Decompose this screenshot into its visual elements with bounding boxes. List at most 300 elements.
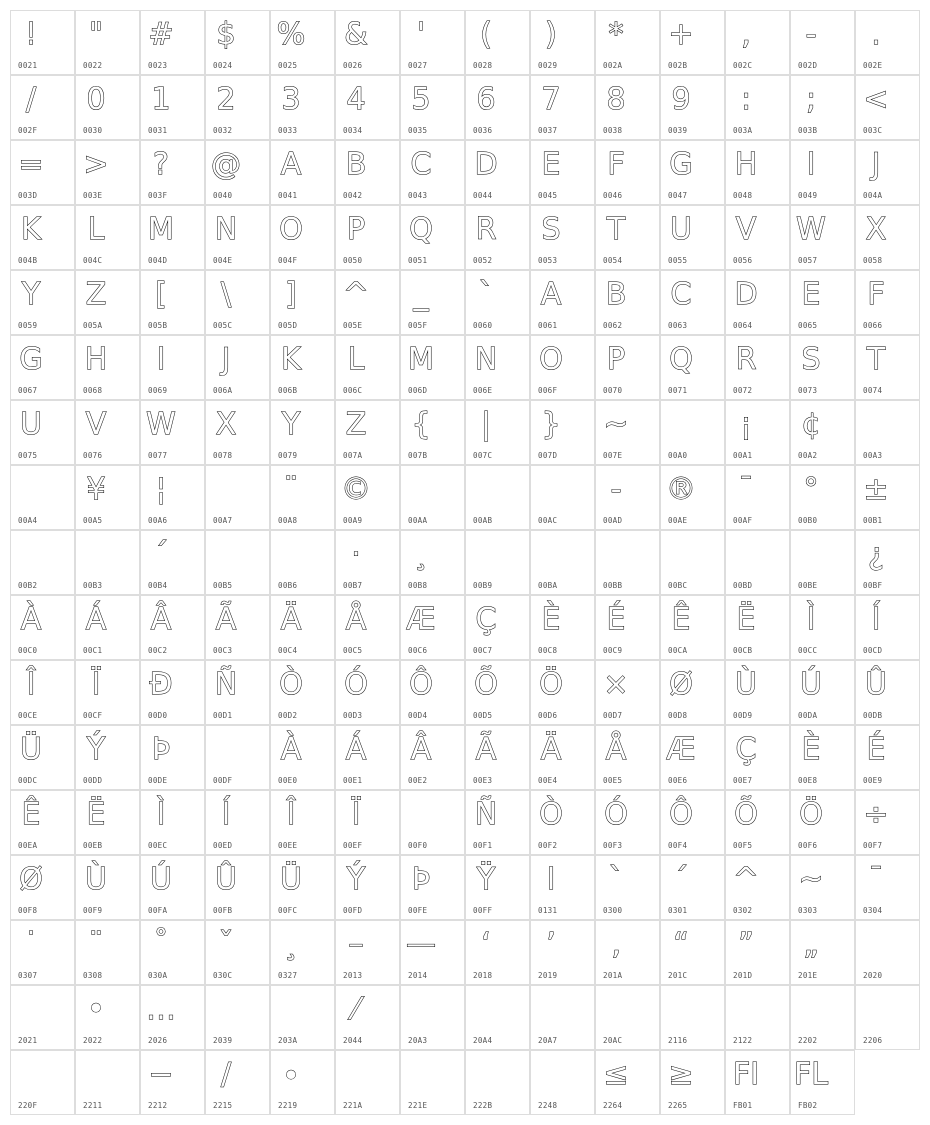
- glyph-cell: [270, 920, 335, 985]
- glyph-char: ˙: [23, 927, 39, 962]
- glyph-char: 1: [151, 82, 171, 117]
- glyph-code: 00D2: [278, 711, 298, 720]
- glyph-code: 2026: [148, 1036, 168, 1045]
- glyph-code: 0062: [603, 321, 623, 330]
- glyph-cell: [400, 725, 465, 790]
- glyph-cell: [725, 790, 790, 855]
- glyph-cell: [855, 205, 920, 270]
- glyph-code: 0053: [538, 256, 558, 265]
- glyph-cell: [790, 790, 855, 855]
- glyph-cell: [530, 530, 595, 595]
- glyph-cell: [75, 140, 140, 205]
- glyph-char: Ï: [351, 797, 361, 832]
- glyph-char: M: [148, 212, 174, 247]
- glyph-cell: [595, 465, 660, 530]
- glyph-char: Í: [871, 602, 881, 637]
- glyph-cell: [10, 270, 75, 335]
- glyph-char: B: [605, 277, 627, 312]
- glyph-code: 00A6: [148, 516, 168, 525]
- glyph-cell: [140, 790, 205, 855]
- glyph-char: N: [214, 212, 238, 247]
- glyph-cell: [790, 205, 855, 270]
- glyph-char: Ø: [19, 862, 43, 897]
- glyph-code: 00DC: [18, 776, 38, 785]
- glyph-code: 0037: [538, 126, 558, 135]
- glyph-char: Õ: [474, 667, 498, 702]
- glyph-char: -: [610, 472, 622, 507]
- glyph-code: 0021: [18, 61, 38, 70]
- glyph-code: 00E5: [603, 776, 623, 785]
- glyph-code: 002E: [863, 61, 883, 70]
- glyph-cell: [75, 75, 140, 140]
- glyph-code: 0060: [473, 321, 493, 330]
- glyph-cell: [205, 400, 270, 465]
- glyph-cell: [75, 205, 140, 270]
- glyph-cell: [855, 660, 920, 725]
- glyph-cell: [10, 400, 75, 465]
- glyph-code: 0024: [213, 61, 233, 70]
- glyph-cell: [270, 790, 335, 855]
- glyph-code: 0077: [148, 451, 168, 460]
- glyph-code: 00F6: [798, 841, 818, 850]
- glyph-cell: [270, 1050, 335, 1115]
- glyph-code: 007B: [408, 451, 428, 460]
- glyph-char: J: [221, 342, 231, 377]
- glyph-char: 6: [476, 82, 496, 117]
- glyph-char: Â: [410, 732, 432, 767]
- glyph-cell: [140, 75, 205, 140]
- glyph-code: 0036: [473, 126, 493, 135]
- glyph-cell: [205, 205, 270, 270]
- glyph-char: ¦: [155, 472, 167, 507]
- glyph-code: 00EC: [148, 841, 168, 850]
- glyph-cell: [270, 530, 335, 595]
- glyph-code: 00B4: [148, 581, 168, 590]
- glyph-char: ·: [351, 537, 361, 572]
- glyph-char: Ê: [21, 797, 41, 832]
- glyph-code: 00FF: [473, 906, 493, 915]
- glyph-code: 2039: [213, 1036, 233, 1045]
- glyph-cell: [465, 725, 530, 790]
- glyph-code: 0308: [83, 971, 103, 980]
- glyph-cell: [75, 985, 140, 1050]
- glyph-cell: [530, 660, 595, 725]
- glyph-char: `: [608, 862, 624, 897]
- glyph-code: 00DE: [148, 776, 168, 785]
- glyph-char: 9: [671, 82, 691, 117]
- glyph-cell: [595, 335, 660, 400]
- glyph-cell: [205, 725, 270, 790]
- glyph-code: 002C: [733, 61, 753, 70]
- glyph-cell: [855, 920, 920, 985]
- glyph-char: Y: [281, 407, 301, 442]
- glyph-cell: [400, 920, 465, 985]
- glyph-code: 00F5: [733, 841, 753, 850]
- glyph-code: 003B: [798, 126, 818, 135]
- glyph-code: 0078: [213, 451, 233, 460]
- glyph-cell: [140, 595, 205, 660]
- glyph-cell: [400, 140, 465, 205]
- glyph-code: 0302: [733, 906, 753, 915]
- glyph-cell: [725, 400, 790, 465]
- glyph-code: 2019: [538, 971, 558, 980]
- glyph-code: 00AF: [733, 516, 753, 525]
- glyph-code: 0307: [18, 971, 38, 980]
- glyph-code: 0025: [278, 61, 298, 70]
- glyph-cell: [205, 660, 270, 725]
- glyph-cell: [140, 985, 205, 1050]
- glyph-cell: [595, 270, 660, 335]
- glyph-cell: [855, 725, 920, 790]
- glyph-cell: [595, 530, 660, 595]
- glyph-cell: [270, 10, 335, 75]
- glyph-code: 007C: [473, 451, 493, 460]
- glyph-char: ÷: [863, 797, 889, 832]
- glyph-code: 20AC: [603, 1036, 623, 1045]
- glyph-cell: [725, 335, 790, 400]
- glyph-char: ¯: [738, 472, 754, 507]
- glyph-char: P: [346, 212, 366, 247]
- glyph-code: 00EE: [278, 841, 298, 850]
- glyph-char: ∙: [281, 1057, 301, 1092]
- glyph-cell: [10, 140, 75, 205]
- glyph-cell: [335, 530, 400, 595]
- glyph-code: 003E: [83, 191, 103, 200]
- glyph-code: 0026: [343, 61, 363, 70]
- glyph-code: 00A8: [278, 516, 298, 525]
- glyph-char: Ü: [280, 862, 302, 897]
- glyph-char: Ë: [736, 602, 756, 637]
- glyph-cell: [660, 205, 725, 270]
- glyph-cell: [465, 595, 530, 660]
- glyph-cell: [205, 790, 270, 855]
- glyph-code: FB02: [798, 1101, 818, 1110]
- glyph-char: A: [540, 277, 562, 312]
- glyph-char: ‚: [611, 927, 621, 962]
- glyph-cell: [400, 790, 465, 855]
- glyph-cell: [595, 140, 660, 205]
- glyph-char: À: [280, 732, 302, 767]
- glyph-cell: [335, 920, 400, 985]
- glyph-code: 00BD: [733, 581, 753, 590]
- glyph-code: 00E8: [798, 776, 818, 785]
- glyph-char: ∕: [220, 1057, 232, 1092]
- glyph-char: H: [84, 342, 108, 377]
- glyph-cell: [465, 10, 530, 75]
- glyph-char: G: [19, 342, 43, 377]
- glyph-code: 004D: [148, 256, 168, 265]
- glyph-char: Ú: [150, 862, 172, 897]
- glyph-cell: [205, 10, 270, 75]
- glyph-code: 00A4: [18, 516, 38, 525]
- glyph-cell: [335, 1050, 400, 1115]
- glyph-code: 006F: [538, 386, 558, 395]
- glyph-char: Ô: [409, 667, 433, 702]
- glyph-char: Ö: [799, 797, 823, 832]
- glyph-char: S: [541, 212, 561, 247]
- glyph-cell: [595, 855, 660, 920]
- glyph-cell: [400, 660, 465, 725]
- glyph-cell: [270, 335, 335, 400]
- glyph-char: Y: [21, 277, 41, 312]
- glyph-char: 0: [86, 82, 106, 117]
- glyph-cell: [205, 985, 270, 1050]
- glyph-code: 00AA: [408, 516, 428, 525]
- glyph-code: 0064: [733, 321, 753, 330]
- glyph-code: 0061: [538, 321, 558, 330]
- glyph-code: 00B6: [278, 581, 298, 590]
- glyph-code: 0300: [603, 906, 623, 915]
- glyph-cell: [205, 855, 270, 920]
- glyph-cell: [140, 335, 205, 400]
- glyph-cell: [140, 920, 205, 985]
- glyph-char: Ù: [85, 862, 107, 897]
- glyph-code: 002A: [603, 61, 623, 70]
- glyph-code: 004F: [278, 256, 298, 265]
- glyph-cell: [465, 790, 530, 855]
- glyph-char: ]: [285, 277, 297, 312]
- glyph-cell: [75, 270, 140, 335]
- glyph-cell: [205, 1050, 270, 1115]
- glyph-code: 00F4: [668, 841, 688, 850]
- glyph-cell: [270, 985, 335, 1050]
- glyph-cell: [400, 75, 465, 140]
- glyph-code: FB01: [733, 1101, 753, 1110]
- glyph-char: Í: [221, 797, 231, 832]
- glyph-code: 00C1: [83, 646, 103, 655]
- glyph-code: 2122: [733, 1036, 753, 1045]
- glyph-cell: [725, 465, 790, 530]
- glyph-char: >: [83, 147, 109, 182]
- glyph-code: 00CC: [798, 646, 818, 655]
- glyph-code: 00F7: [863, 841, 883, 850]
- glyph-char: [: [155, 277, 167, 312]
- glyph-code: 0049: [798, 191, 818, 200]
- glyph-char: ~: [603, 407, 629, 442]
- glyph-char: Q: [409, 212, 433, 247]
- glyph-code: 00A0: [668, 451, 688, 460]
- glyph-code: 005C: [213, 321, 233, 330]
- glyph-code: 004E: [213, 256, 233, 265]
- glyph-cell: [465, 400, 530, 465]
- glyph-char: Þ: [411, 862, 431, 897]
- glyph-code: 201A: [603, 971, 623, 980]
- glyph-code: 00EB: [83, 841, 103, 850]
- glyph-code: 00B9: [473, 581, 493, 590]
- glyph-cell: [10, 790, 75, 855]
- glyph-code: 005F: [408, 321, 428, 330]
- glyph-code: 0075: [18, 451, 38, 460]
- glyph-char: <: [863, 82, 889, 117]
- glyph-char: Ç: [735, 732, 757, 767]
- glyph-code: 2264: [603, 1101, 623, 1110]
- glyph-char: 3: [281, 82, 301, 117]
- glyph-cell: [335, 140, 400, 205]
- glyph-char: °: [803, 472, 819, 507]
- glyph-char: ´: [153, 537, 169, 572]
- glyph-cell: [530, 465, 595, 530]
- glyph-cell: [595, 400, 660, 465]
- glyph-code: 00BA: [538, 581, 558, 590]
- glyph-code: 00D4: [408, 711, 428, 720]
- glyph-code: 0071: [668, 386, 688, 395]
- glyph-code: 0044: [473, 191, 493, 200]
- glyph-code: 00F3: [603, 841, 623, 850]
- glyph-char: Õ: [734, 797, 758, 832]
- glyph-char: ^: [733, 862, 759, 897]
- glyph-code: 0303: [798, 906, 818, 915]
- glyph-code: 0022: [83, 61, 103, 70]
- glyph-code: 00D3: [343, 711, 363, 720]
- glyph-cell: [725, 595, 790, 660]
- glyph-char: $: [216, 17, 236, 52]
- glyph-code: 0301: [668, 906, 688, 915]
- glyph-code: 0047: [668, 191, 688, 200]
- glyph-code: 005D: [278, 321, 298, 330]
- glyph-code: 005E: [343, 321, 363, 330]
- glyph-char: Ï: [91, 667, 101, 702]
- glyph-code: 00DA: [798, 711, 818, 720]
- glyph-cell: [530, 10, 595, 75]
- glyph-code: 00CA: [668, 646, 688, 655]
- glyph-code: 00D8: [668, 711, 688, 720]
- glyph-char: Û: [215, 862, 237, 897]
- glyph-code: 0058: [863, 256, 883, 265]
- glyph-char: V: [85, 407, 107, 442]
- glyph-cell: [335, 660, 400, 725]
- glyph-cell: [335, 465, 400, 530]
- glyph-code: 0068: [83, 386, 103, 395]
- glyph-code: 00FE: [408, 906, 428, 915]
- glyph-char: C: [410, 147, 432, 182]
- glyph-code: 201E: [798, 971, 818, 980]
- glyph-char: Ç: [475, 602, 497, 637]
- glyph-char: ¡: [739, 407, 753, 442]
- glyph-code: 00E7: [733, 776, 753, 785]
- glyph-code: 2018: [473, 971, 493, 980]
- glyph-cell: [400, 985, 465, 1050]
- glyph-char: …: [146, 992, 176, 1027]
- glyph-cell: [530, 335, 595, 400]
- glyph-char: +: [668, 17, 694, 52]
- glyph-cell: [335, 400, 400, 465]
- glyph-code: 00D7: [603, 711, 623, 720]
- glyph-code: 0039: [668, 126, 688, 135]
- glyph-char: Z: [345, 407, 367, 442]
- glyph-code: 00FB: [213, 906, 233, 915]
- glyph-cell: [400, 465, 465, 530]
- glyph-code: 006A: [213, 386, 233, 395]
- glyph-cell: [270, 725, 335, 790]
- glyph-char: !: [24, 17, 38, 52]
- glyph-code: 2248: [538, 1101, 558, 1110]
- glyph-code: 00B0: [798, 516, 818, 525]
- glyph-cell: [465, 530, 530, 595]
- glyph-char: C: [670, 277, 692, 312]
- glyph-cell: [10, 335, 75, 400]
- glyph-cell: [400, 1050, 465, 1115]
- glyph-char: {: [411, 407, 431, 442]
- glyph-cell: [400, 400, 465, 465]
- glyph-code: 0027: [408, 61, 428, 70]
- glyph-cell: [660, 725, 725, 790]
- glyph-code: 00DF: [213, 776, 233, 785]
- glyph-char: Ö: [539, 667, 563, 702]
- glyph-cell: [400, 270, 465, 335]
- glyph-code: 003C: [863, 126, 883, 135]
- glyph-code: 0042: [343, 191, 363, 200]
- glyph-code: 030C: [213, 971, 233, 980]
- glyph-char: Ã: [215, 602, 237, 637]
- glyph-char: É: [606, 602, 626, 637]
- glyph-code: 2044: [343, 1036, 363, 1045]
- glyph-cell: [270, 75, 335, 140]
- glyph-char: 4: [346, 82, 366, 117]
- glyph-code: 006C: [343, 386, 363, 395]
- glyph-char: Å: [345, 602, 367, 637]
- glyph-cell: [205, 465, 270, 530]
- glyph-char: ⁄: [353, 992, 359, 1027]
- glyph-cell: [855, 10, 920, 75]
- glyph-cell: [400, 205, 465, 270]
- glyph-char: ¨: [88, 927, 104, 962]
- glyph-char: T: [866, 342, 886, 377]
- glyph-cell: [465, 335, 530, 400]
- glyph-cell: [270, 855, 335, 920]
- glyph-code: 030A: [148, 971, 168, 980]
- glyph-char: 2: [216, 82, 236, 117]
- glyph-code: 0052: [473, 256, 493, 265]
- glyph-cell: [855, 790, 920, 855]
- glyph-cell: [270, 595, 335, 660]
- glyph-cell: [725, 205, 790, 270]
- glyph-char: F: [607, 147, 625, 182]
- glyph-cell: [725, 985, 790, 1050]
- glyph-char: Ú: [800, 667, 822, 702]
- glyph-code: 002D: [798, 61, 818, 70]
- glyph-code: 00D1: [213, 711, 233, 720]
- glyph-code: 0059: [18, 321, 38, 330]
- glyph-cell: [205, 75, 270, 140]
- glyph-code: 20A3: [408, 1036, 428, 1045]
- glyph-char: =: [18, 147, 44, 182]
- glyph-code: 2219: [278, 1101, 298, 1110]
- glyph-code: 00B5: [213, 581, 233, 590]
- glyph-char: Ñ: [474, 797, 498, 832]
- glyph-code: 00A1: [733, 451, 753, 460]
- glyph-cell: [530, 270, 595, 335]
- glyph-code: 0079: [278, 451, 298, 460]
- glyph-cell: [790, 75, 855, 140]
- glyph-char: ': [416, 17, 426, 52]
- glyph-char: R: [475, 212, 497, 247]
- glyph-cell: [660, 855, 725, 920]
- glyph-code: 00F9: [83, 906, 103, 915]
- glyph-cell: [465, 920, 530, 985]
- glyph-char: }: [541, 407, 561, 442]
- glyph-code: 220F: [18, 1101, 38, 1110]
- glyph-char: Z: [85, 277, 107, 312]
- glyph-char: E: [541, 147, 561, 182]
- glyph-char: @: [211, 147, 241, 182]
- glyph-code: 2215: [213, 1101, 233, 1110]
- glyph-code: 003F: [148, 191, 168, 200]
- glyph-code: 00AD: [603, 516, 623, 525]
- glyph-cell: [270, 465, 335, 530]
- glyph-cell: [465, 140, 530, 205]
- glyph-cell: [75, 1050, 140, 1115]
- glyph-cell: [140, 400, 205, 465]
